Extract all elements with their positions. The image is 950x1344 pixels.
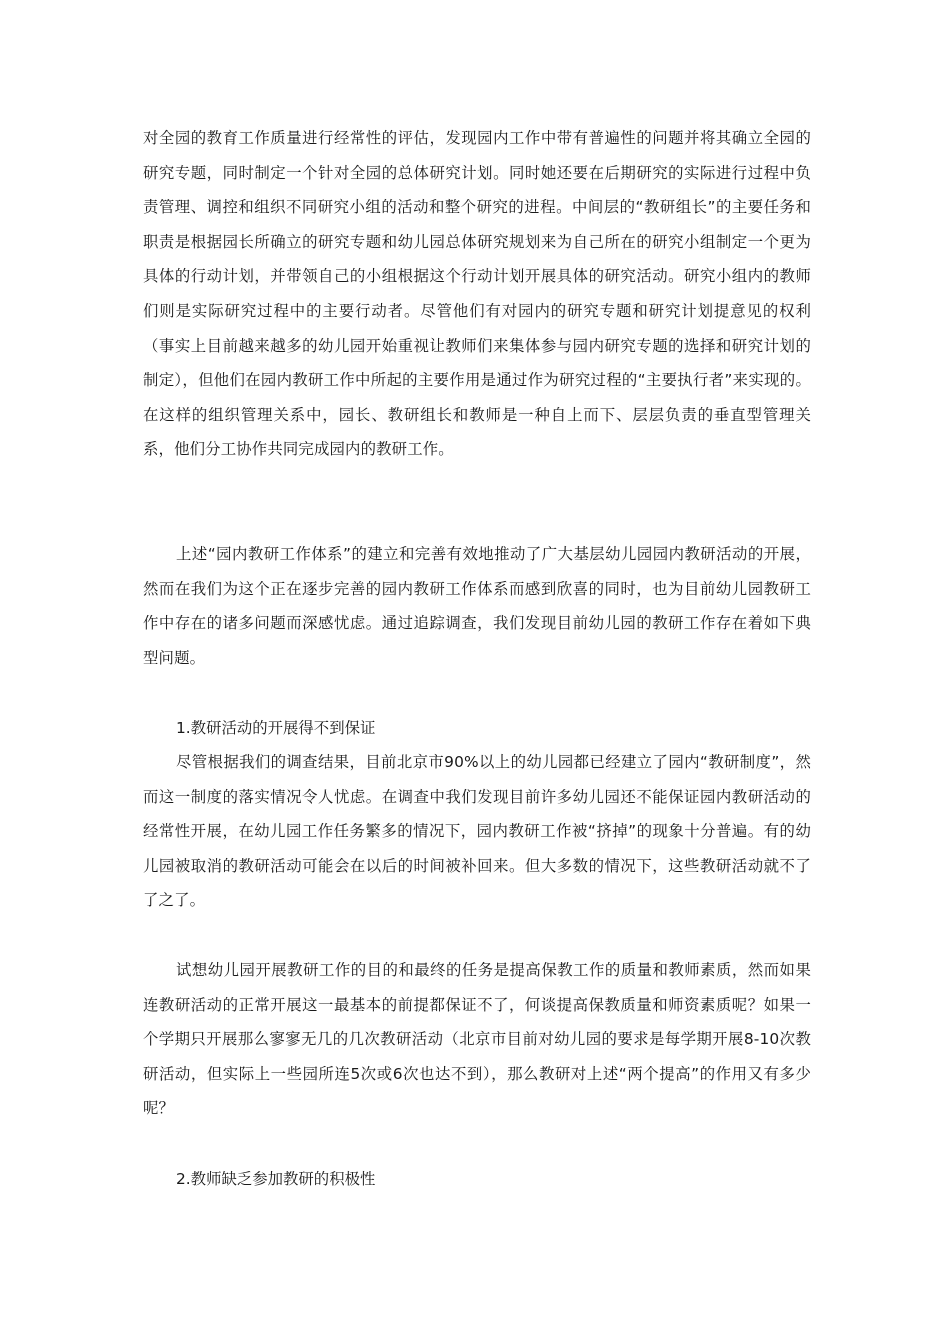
paragraph-survey-results: 尽管根据我们的调查结果，目前北京市90%以上的幼儿园都已经建立了园内“教研制度”，然而这一制度的落实情况令人忧虑。在调查中我们发现目前许多幼儿园还不能保证园内教研活动的经常性开展，在幼儿园工作任务繁多的情况下，园内教研工作被“挤掉”的现象十分普遍。有的幼儿园被取消的教研活动可能会在以后的时间被补回来。但大多数的情况下，这些教研活动就不了了之了。 — [143, 753, 811, 910]
paragraph-research-purpose: 试想幼儿园开展教研工作的目的和最终的任务是提高保教工作的质量和教师素质，然而如果连教研活动的正常开展这一最基本的前提都保证不了，何谈提高保教质量和师资素质呢？如果一个学期只开展那么寥寥无几的几次教研活动（北京市目前对幼儿园的要求是每学期开展8-10次教研活动，但实际上一些园所连5次或6次也达不到），那么教研对上述“两个提高”的作用又有多少呢？ — [143, 961, 811, 1118]
paragraph-management-structure: 对全园的教育工作质量进行经常性的评估，发现园内工作中带有普遍性的问题并将其确立全园的研究专题，同时制定一个针对全园的总体研究计划。同时她还要在后期研究的实际进行过程中负责管理、调控和组织不同研究小组的活动和整个研究的进程。中间层的“教研组长”的主要任务和职责是根据园长所确立的研究专题和幼儿园总体研究规划来为自己所在的研究小组制定一个更为具体的行动计划，并带领自己的小组根据这个行动计划开展具体的研究活动。研究小组内的教师们则是实际研究过程中的主要行动者。尽管他们有对园内的研究专题和研究计划提意见的权利（事实上目前越来越多的幼儿园开始重视让教师们来集体参与园内研究专题的选择和研究计划的制定），但他们在园内教研工作中所起的主要作用是通过作为研究过程的“主要执行者”来实现的。在这样的组织管理关系中，园长、教研组长和教师是一种自上而下、层层负责的垂直型管理关系，他们分工协作共同完成园内的教研工作。 — [143, 129, 811, 459]
section-heading-1: 1.教研活动的开展得不到保证 — [176, 719, 376, 737]
paragraph-system-overview: 上述“园内教研工作体系”的建立和完善有效地推动了广大基层幼儿园园内教研活动的开展，然而在我们为这个正在逐步完善的园内教研工作体系而感到欣喜的同时，也为目前幼儿园教研工作中存在的诸多问题而深感忧虑。通过追踪调查，我们发现目前幼儿园的教研工作存在着如下典型问题。 — [143, 545, 811, 667]
section-heading-2: 2.教师缺乏参加教研的积极性 — [176, 1170, 376, 1188]
